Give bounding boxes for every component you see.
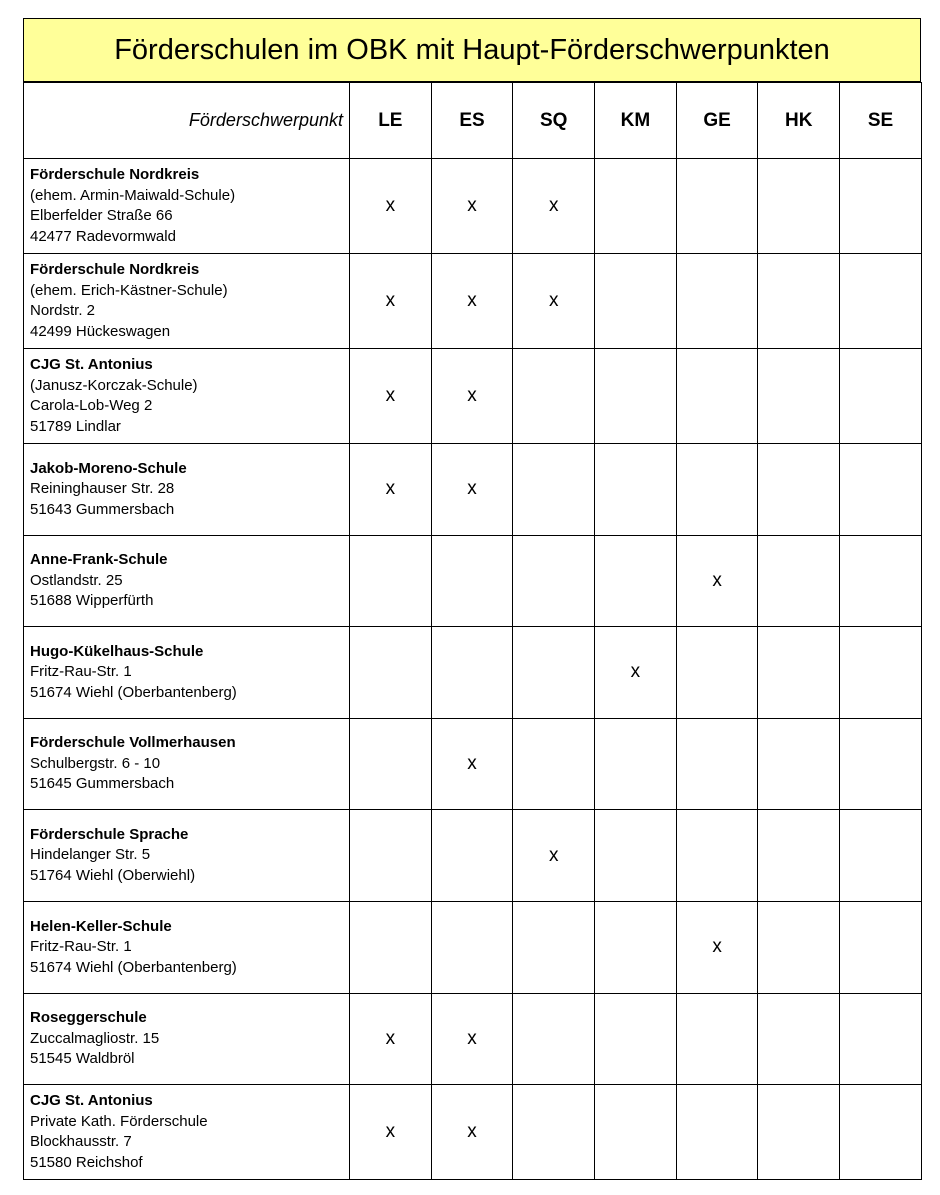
school-cell [24, 535, 350, 627]
mark-cell-hk [758, 718, 840, 810]
school-address-line: Fritz-Rau-Str. 1 [30, 938, 132, 956]
mark-cell-es: x [431, 159, 513, 254]
school-address-line: (ehem. Erich-Kästner-Schule) [30, 281, 228, 299]
school-name: Förderschule Sprache [30, 825, 189, 843]
table-row [24, 535, 922, 627]
mark-cell-se [840, 254, 922, 349]
school-cell [24, 254, 350, 349]
mark-cell-km [595, 1085, 677, 1180]
mark-cell-ge [676, 627, 758, 719]
table-row [24, 1085, 922, 1180]
mark-cell-ge: x [676, 535, 758, 627]
mark-cell-km [595, 159, 677, 254]
mark-cell-sq [513, 627, 595, 719]
mark-cell-km [595, 254, 677, 349]
mark-cell-le [350, 535, 432, 627]
page-title: Förderschulen im OBK mit Haupt-Förderschwerpunkten [23, 18, 921, 82]
mark-cell-hk [758, 349, 840, 444]
mark-cell-sq [513, 444, 595, 536]
mark-cell-le [350, 810, 432, 902]
school-name: CJG St. Antonius [30, 1092, 153, 1110]
school-cell [24, 627, 350, 719]
mark-cell-sq: x [513, 254, 595, 349]
header-ge: GE [676, 83, 758, 159]
mark-cell-le [350, 718, 432, 810]
mark-cell-sq [513, 1085, 595, 1180]
mark-cell-km [595, 718, 677, 810]
mark-cell-sq: x [513, 159, 595, 254]
table-row [24, 254, 922, 349]
schools-table [23, 82, 922, 1180]
table-row [24, 718, 922, 810]
mark-cell-km [595, 810, 677, 902]
mark-cell-hk [758, 254, 840, 349]
mark-cell-se [840, 718, 922, 810]
header-le: LE [350, 83, 432, 159]
mark-cell-sq [513, 901, 595, 993]
mark-cell-hk [758, 627, 840, 719]
mark-cell-hk [758, 535, 840, 627]
school-address-line: 51764 Wiehl (Oberwiehl) [30, 866, 196, 884]
mark-cell-ge [676, 444, 758, 536]
mark-cell-km [595, 535, 677, 627]
mark-cell-es: x [431, 993, 513, 1085]
school-name: Förderschule Nordkreis [30, 166, 200, 183]
mark-cell-sq [513, 993, 595, 1085]
table-row [24, 444, 922, 536]
mark-cell-se [840, 1085, 922, 1180]
school-address-line: Zuccalmagliostr. 15 [30, 1029, 160, 1047]
mark-cell-hk [758, 901, 840, 993]
school-address-line: 42477 Radevormwald [30, 227, 176, 245]
mark-cell-se [840, 810, 922, 902]
school-address-line: Nordstr. 2 [30, 302, 96, 319]
mark-cell-hk [758, 444, 840, 536]
school-name: Förderschule Nordkreis [30, 261, 200, 278]
mark-cell-km [595, 901, 677, 993]
school-cell [24, 1085, 350, 1180]
mark-cell-hk [758, 810, 840, 902]
mark-cell-es: x [431, 444, 513, 536]
mark-cell-se [840, 159, 922, 254]
mark-cell-le: x [350, 444, 432, 536]
mark-cell-sq: x [513, 810, 595, 902]
mark-cell-ge [676, 254, 758, 349]
mark-cell-km: x [595, 627, 677, 719]
school-address-line: 51674 Wiehl (Oberbantenberg) [30, 683, 237, 701]
school-address-line: Fritz-Rau-Str. 1 [30, 663, 132, 681]
header-foerderschwerpunkt: Förderschwerpunkt [24, 83, 350, 159]
mark-cell-hk [758, 993, 840, 1085]
mark-cell-se [840, 535, 922, 627]
mark-cell-sq [513, 718, 595, 810]
mark-cell-le: x [350, 993, 432, 1085]
mark-cell-le: x [350, 254, 432, 349]
header-sq: SQ [513, 83, 595, 159]
school-address-line: 51789 Lindlar [30, 417, 121, 435]
school-address-line: Elberfelder Straße 66 [30, 207, 173, 224]
school-cell [24, 718, 350, 810]
mark-cell-le [350, 901, 432, 993]
mark-cell-le: x [350, 1085, 432, 1180]
header-es: ES [431, 83, 513, 159]
mark-cell-es: x [431, 254, 513, 349]
school-cell [24, 444, 350, 536]
school-address-line: 51643 Gummersbach [30, 500, 175, 518]
school-address-line: 42499 Hückeswagen [30, 322, 171, 340]
mark-cell-sq [513, 349, 595, 444]
school-name: Roseggerschule [30, 1009, 147, 1027]
mark-cell-es: x [431, 1085, 513, 1180]
table-row [24, 627, 922, 719]
school-name: Förderschule Vollmerhausen [30, 734, 236, 752]
school-address-line: Blockhausstr. 7 [30, 1133, 132, 1151]
school-name: Anne-Frank-Schule [30, 551, 168, 569]
mark-cell-le: x [350, 349, 432, 444]
mark-cell-km [595, 349, 677, 444]
school-cell [24, 349, 350, 444]
school-address-line: Hindelanger Str. 5 [30, 846, 151, 864]
school-address-line: 51545 Waldbröl [30, 1050, 135, 1068]
school-address-line: 51674 Wiehl (Oberbantenberg) [30, 958, 237, 976]
table-row [24, 159, 922, 254]
mark-cell-se [840, 444, 922, 536]
mark-cell-ge: x [676, 901, 758, 993]
document [23, 18, 921, 1180]
school-address-line: 51580 Reichshof [30, 1153, 143, 1171]
header-hk: HK [758, 83, 840, 159]
mark-cell-es: x [431, 718, 513, 810]
mark-cell-es [431, 535, 513, 627]
mark-cell-se [840, 901, 922, 993]
mark-cell-es [431, 627, 513, 719]
mark-cell-ge [676, 349, 758, 444]
mark-cell-se [840, 993, 922, 1085]
school-address-line: Carola-Lob-Weg 2 [30, 397, 153, 414]
mark-cell-le: x [350, 159, 432, 254]
mark-cell-le [350, 627, 432, 719]
mark-cell-es: x [431, 349, 513, 444]
mark-cell-ge [676, 718, 758, 810]
mark-cell-ge [676, 810, 758, 902]
table-header-row [24, 83, 922, 159]
header-km: KM [595, 83, 677, 159]
table-row [24, 901, 922, 993]
header-se: SE [840, 83, 922, 159]
school-address-line: Private Kath. Förderschule [30, 1112, 208, 1130]
school-name: Helen-Keller-Schule [30, 917, 172, 935]
school-cell [24, 993, 350, 1085]
school-cell [24, 901, 350, 993]
school-address-line: Ostlandstr. 25 [30, 571, 123, 589]
school-address-line: (Janusz-Korczak-Schule) [30, 376, 198, 394]
school-name: Hugo-Kükelhaus-Schule [30, 642, 204, 660]
mark-cell-es [431, 901, 513, 993]
table-row [24, 349, 922, 444]
school-address-line: Reininghauser Str. 28 [30, 480, 175, 498]
mark-cell-sq [513, 535, 595, 627]
mark-cell-hk [758, 159, 840, 254]
mark-cell-es [431, 810, 513, 902]
table-row [24, 993, 922, 1085]
table-body [24, 159, 922, 1180]
school-name: Jakob-Moreno-Schule [30, 459, 187, 477]
school-name: CJG St. Antonius [30, 356, 153, 373]
table-row [24, 810, 922, 902]
mark-cell-ge [676, 993, 758, 1085]
school-cell [24, 810, 350, 902]
mark-cell-ge [676, 159, 758, 254]
school-address-line: 51688 Wipperfürth [30, 592, 154, 610]
school-address-line: 51645 Gummersbach [30, 775, 175, 793]
mark-cell-km [595, 444, 677, 536]
mark-cell-se [840, 627, 922, 719]
school-address-line: Schulbergstr. 6 - 10 [30, 754, 161, 772]
school-address-line: (ehem. Armin-Maiwald-Schule) [30, 186, 236, 204]
mark-cell-ge [676, 1085, 758, 1180]
school-cell [24, 159, 350, 254]
mark-cell-km [595, 993, 677, 1085]
mark-cell-se [840, 349, 922, 444]
mark-cell-hk [758, 1085, 840, 1180]
